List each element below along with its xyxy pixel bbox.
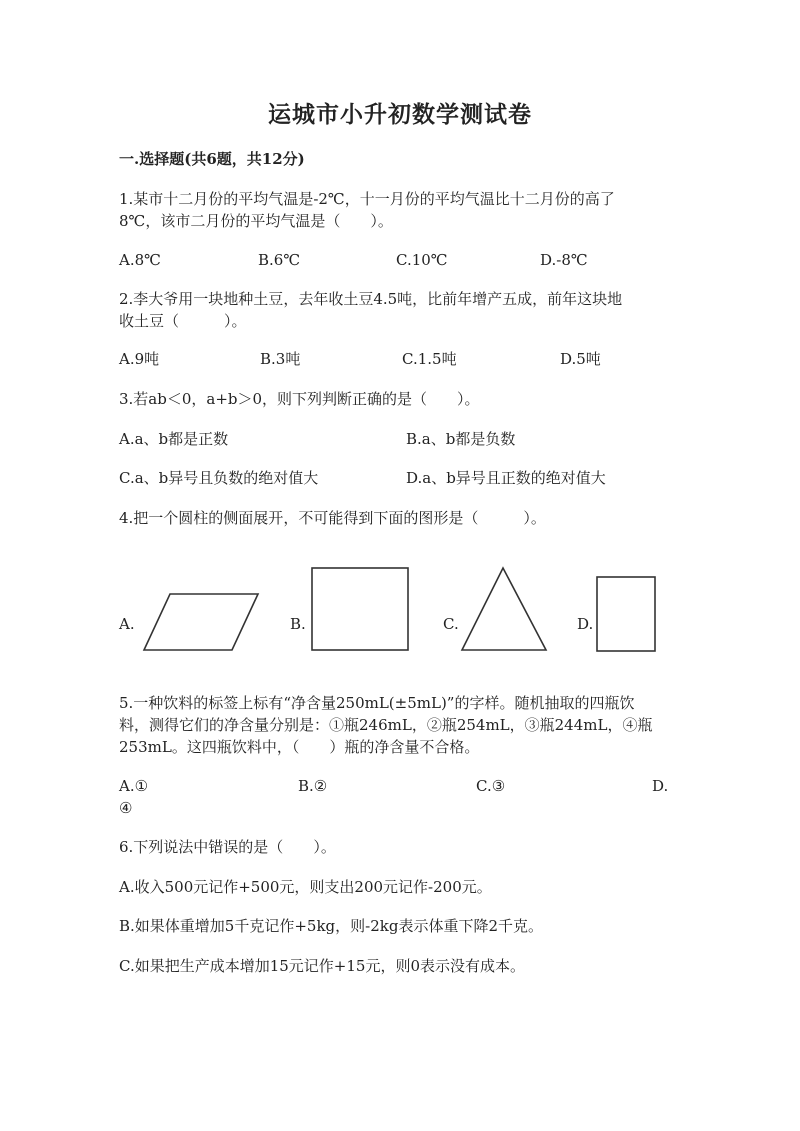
q1-option-c[interactable]: C.10℃	[396, 251, 448, 269]
q2-stem-line2: 收土豆（ ）。	[119, 312, 247, 330]
q6-stem: 6.下列说法中错误的是（ ）。	[119, 838, 336, 856]
q1-option-d[interactable]: D.-8℃	[540, 251, 588, 269]
q4-stem: 4.把一个圆柱的侧面展开，不可能得到下面的图形是（ ）。	[119, 509, 546, 527]
q5-stem-line2: 料，测得它们的净含量分别是：①瓶246mL，②瓶254mL，③瓶244mL，④瓶	[119, 716, 653, 734]
page-title: 运城市小升初数学测试卷	[268, 101, 532, 128]
q6-option-a[interactable]: A.收入500元记作+500元，则支出200元记作-200元。	[119, 878, 492, 896]
q5-option-c[interactable]: C.③	[476, 777, 506, 795]
section-heading: 一.选择题(共6题，共12分)	[119, 150, 305, 168]
q4-option-c[interactable]: C.	[443, 615, 459, 633]
q1-stem-line1: 1.某市十二月份的平均气温是-2℃，十一月份的平均气温比十二月份的高了	[119, 190, 615, 208]
q2-stem-line1: 2.李大爷用一块地种土豆，去年收土豆4.5吨，比前年增产五成，前年这块地	[119, 290, 623, 308]
q3-option-c[interactable]: C.a、b异号且负数的绝对值大	[119, 469, 319, 487]
q1-option-b[interactable]: B.6℃	[258, 251, 301, 269]
q5-option-d-wrap: ④	[119, 799, 133, 817]
q3-stem: 3.若ab＜0，a+b＞0，则下列判断正确的是（ ）。	[119, 390, 480, 408]
q4-option-a[interactable]: A.	[119, 615, 135, 633]
q3-option-a[interactable]: A.a、b都是正数	[119, 430, 229, 448]
q4-option-d[interactable]: D.	[577, 615, 594, 633]
q1-stem-line2: 8℃，该市二月份的平均气温是（ ）。	[119, 212, 393, 230]
q1-option-a[interactable]: A.8℃	[119, 251, 161, 269]
triangle-figure	[458, 564, 550, 654]
rectangle-figure	[594, 574, 658, 654]
q5-stem-line3: 253mL。这四瓶饮料中，（ ）瓶的净含量不合格。	[119, 738, 480, 756]
q5-option-a[interactable]: A.①	[119, 777, 149, 795]
q3-option-d[interactable]: D.a、b异号且正数的绝对值大	[406, 469, 606, 487]
q4-option-b[interactable]: B.	[290, 615, 306, 633]
square-figure	[308, 564, 412, 654]
q2-option-c[interactable]: C.1.5吨	[402, 350, 457, 368]
q5-option-d[interactable]: D.	[652, 777, 669, 795]
q3-option-b[interactable]: B.a、b都是负数	[406, 430, 516, 448]
q5-option-b[interactable]: B.②	[298, 777, 328, 795]
q2-option-b[interactable]: B.3吨	[260, 350, 301, 368]
q2-option-a[interactable]: A.9吨	[119, 350, 160, 368]
q2-option-d[interactable]: D.5吨	[560, 350, 601, 368]
q6-option-b[interactable]: B.如果体重增加5千克记作+5kg，则-2kg表示体重下降2千克。	[119, 917, 543, 935]
parallelogram-figure	[140, 590, 262, 654]
q5-stem-line1: 5.一种饮料的标签上标有“净含量250mL(±5mL)”的字样。随机抽取的四瓶饮	[119, 694, 635, 712]
q6-option-c[interactable]: C.如果把生产成本增加15元记作+15元，则0表示没有成本。	[119, 957, 525, 975]
